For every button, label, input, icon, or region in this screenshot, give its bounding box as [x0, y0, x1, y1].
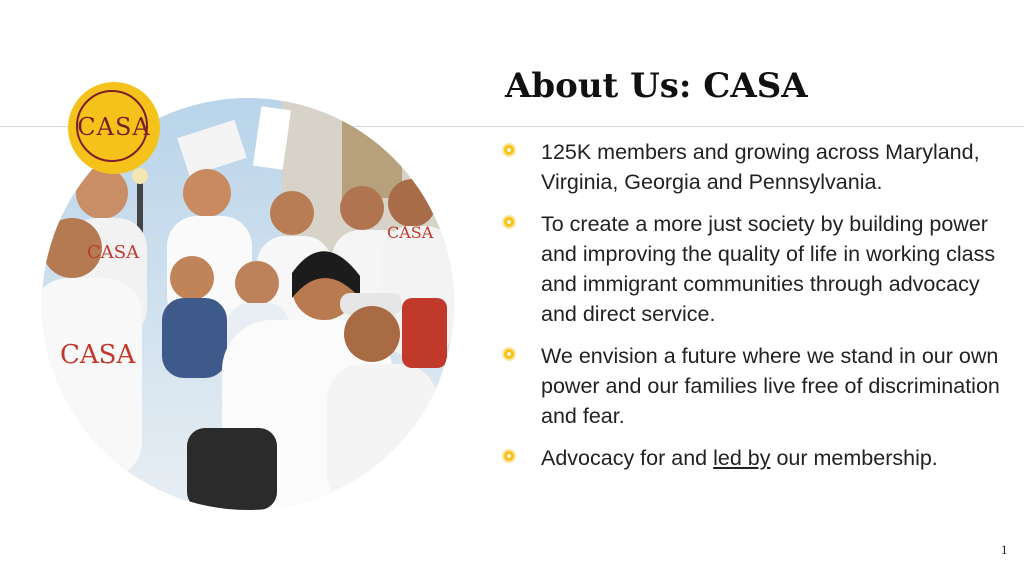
bullet-item	[504, 209, 1004, 329]
bullet-text: To create a more just society by building power and improving the quality of life in working class and immigrant communities through advocacy and direct service.	[541, 212, 996, 326]
bullet-dot-icon	[504, 145, 514, 155]
bullet-item	[504, 137, 1004, 197]
page-number: 1	[1001, 542, 1008, 557]
bullet-text-underlined: led by	[713, 446, 771, 470]
slide-title: About Us: CASA	[505, 66, 808, 106]
bullet-text: 125K members and growing across Maryland, Virginia, Georgia and Pennsylvania.	[541, 140, 980, 194]
shirt-print-back: CASA	[87, 242, 140, 263]
casa-logo	[68, 82, 160, 174]
bullet-text: We envision a future where we stand in our own power and our families live free of discrimination and fear.	[541, 344, 1000, 428]
bullet-dot-icon	[504, 349, 514, 359]
logo-text: CASA	[77, 113, 151, 141]
bullet-dot-icon	[504, 217, 514, 227]
bullet-text-before: Advocacy for and	[541, 446, 714, 470]
bullet-item	[504, 341, 1004, 431]
shirt-print-left: CASA	[60, 340, 136, 370]
bullet-list	[504, 137, 1004, 485]
shirt-print-right: CASA	[387, 223, 434, 242]
bullet-item	[504, 443, 1004, 473]
bullet-text-after: our membership.	[770, 446, 938, 470]
bullet-dot-icon	[504, 451, 514, 461]
